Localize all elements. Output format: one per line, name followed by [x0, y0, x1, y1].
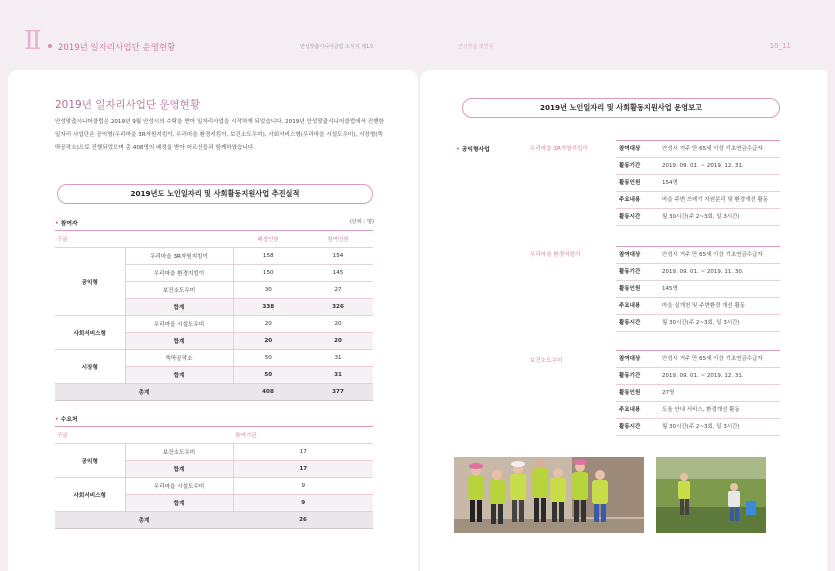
info-key: 활동기간: [619, 269, 641, 275]
right-page: [420, 70, 827, 571]
header-assigned: 배정인원: [233, 231, 303, 248]
info-row: [616, 158, 780, 175]
info-value: 도움 안내 서비스, 환경개선 활동: [662, 407, 740, 413]
assigned-value: 20: [233, 316, 303, 333]
info-row: [616, 419, 780, 436]
table-row: [55, 316, 373, 333]
header-participating: 참여인원: [303, 231, 373, 248]
info-value: 안성시 거주 만 65세 이상 기초연금수급자: [662, 252, 763, 258]
group-name: 공익형: [55, 444, 125, 478]
info-value: 2019. 09. 01. ~ 2019. 12. 31.: [662, 373, 744, 379]
field-work-photo: [656, 457, 766, 533]
project-name: 우리마을 환경지킴이: [530, 252, 581, 258]
report-title: 2019년 노인일자리 및 사회활동지원사업 운영보고: [462, 98, 780, 118]
info-key: 활동기간: [619, 373, 641, 379]
info-key: 참여대상: [619, 252, 641, 258]
subtotal-participating: 326: [303, 299, 373, 316]
info-value: 마을 주변 쓰레기 자원분리 및 환경개선 활동: [662, 197, 769, 203]
group-name: 사회서비스형: [55, 478, 125, 512]
info-value: 마을 실개천 및 주변환경 개선 활동: [662, 303, 746, 309]
assigned-value: 30: [233, 282, 303, 299]
info-key: 활동기간: [619, 163, 641, 169]
info-row: [616, 141, 780, 158]
demand-label: 수요처: [60, 417, 78, 423]
table-header-row: [55, 231, 373, 248]
assigned-value: 50: [233, 350, 303, 367]
project-name: 보건소도우미: [530, 358, 563, 364]
info-row: [616, 402, 780, 419]
info-key: 주요내용: [619, 303, 641, 309]
bullet-icon: •: [55, 221, 59, 227]
info-key: 참여대상: [619, 146, 641, 152]
info-key: 활동시간: [619, 424, 641, 430]
table-header-row: [55, 427, 373, 444]
total-label: 총계: [55, 384, 233, 401]
subtotal-value: 9: [233, 495, 373, 512]
participating-value: 27: [303, 282, 373, 299]
left-page: [8, 70, 418, 571]
info-value: 2019. 09. 01. ~ 2019. 12. 31.: [662, 163, 744, 169]
info-value: 월 30시간(주 2~3회, 일 3시간): [662, 320, 740, 326]
info-value: 안성시 거주 만 65세 이상 기초연금수급자: [662, 356, 763, 362]
table-row: [55, 350, 373, 367]
project-type-label: 공익형사업: [461, 147, 490, 153]
participants-table: [55, 230, 373, 401]
info-row: [616, 385, 780, 402]
total-label: 총계: [55, 512, 233, 529]
header-institutions: 참여기관: [233, 427, 373, 444]
group-photo: [454, 457, 644, 533]
row-label: 우리마을 3R자원지킴이: [125, 248, 233, 265]
info-value: 월 30시간(주 2~3회, 일 3시간): [662, 214, 740, 220]
row-label: 우리마을 환경지킴이: [125, 265, 233, 282]
info-key: 활동시간: [619, 214, 641, 220]
header-category: 구분: [55, 427, 233, 444]
info-key: 활동인원: [619, 286, 641, 292]
publication-title: 안성맞춤시니어클럽 소식지 제1호: [300, 44, 374, 50]
page-header: [0, 0, 835, 70]
participants-label: 참여자: [60, 221, 78, 227]
section-title: 2019년 일자리사업단 운영현황: [55, 99, 200, 111]
info-key: 주요내용: [619, 407, 641, 413]
project-name: 우리마을 3R자원지킴이: [530, 146, 588, 152]
demand-table: [55, 426, 373, 529]
institutions-value: 17: [233, 444, 373, 461]
info-value: 2019. 09. 01. ~ 2019. 11. 30.: [662, 269, 744, 275]
group-photo-illustration: [454, 457, 644, 533]
row-label: 우리마을 시설도우미: [125, 478, 233, 495]
project-info-table: [616, 350, 780, 436]
subtotal-label: 합계: [125, 495, 233, 512]
total-participating: 377: [303, 384, 373, 401]
assigned-value: 150: [233, 265, 303, 282]
subtotal-participating: 31: [303, 367, 373, 384]
info-row: [616, 247, 780, 264]
participants-heading: [55, 218, 78, 227]
assigned-value: 158: [233, 248, 303, 265]
info-row: [616, 298, 780, 315]
project-info-table: [616, 246, 780, 332]
info-key: 주요내용: [619, 197, 641, 203]
participating-value: 154: [303, 248, 373, 265]
page-numbers: 10_11: [769, 42, 791, 50]
info-value: 월 30시간(주 2~3회, 일 3시간): [662, 424, 740, 430]
subtotal-label: 합계: [125, 299, 233, 316]
unit-label: (단위 : 명): [349, 219, 374, 225]
table-row: [55, 248, 373, 265]
participating-value: 31: [303, 350, 373, 367]
info-row: [616, 192, 780, 209]
row-label: 보건소도우미: [125, 282, 233, 299]
info-value: 안성시 거주 만 65세 이상 기초연금수급자: [662, 146, 763, 152]
info-key: 참여대상: [619, 356, 641, 362]
info-row: [616, 281, 780, 298]
row-label: 우리마을 시설도우미: [125, 316, 233, 333]
field-work-illustration: [656, 457, 766, 533]
chapter-numeral: Ⅱ: [24, 26, 41, 56]
subtotal-label: 합계: [125, 333, 233, 350]
header-category: 구분: [55, 231, 233, 248]
table-row: [55, 444, 373, 461]
institutions-value: 9: [233, 478, 373, 495]
total-row: [55, 384, 373, 401]
info-value: 27명: [662, 390, 675, 396]
subtotal-assigned: 50: [233, 367, 303, 384]
subtotal-label: 합계: [125, 367, 233, 384]
row-label: 뚝딱공작소: [125, 350, 233, 367]
publication-subtitle: 안성맞춤 희망풍: [458, 44, 494, 50]
project-info-table: [616, 140, 780, 226]
info-value: 154명: [662, 180, 678, 186]
total-value: 26: [233, 512, 373, 529]
project-type-heading: [456, 144, 490, 153]
subtotal-assigned: 20: [233, 333, 303, 350]
info-row: [616, 175, 780, 192]
group-name: 공익형: [55, 248, 125, 316]
bullet-icon: •: [55, 417, 59, 423]
group-name: 시장형: [55, 350, 125, 384]
group-name: 사회서비스형: [55, 316, 125, 350]
total-row: [55, 512, 373, 529]
intro-paragraph: 안성맞춤시니어클럽은 2019년 9월 안성시의 수탁을 받아 일자리사업을 시작하게 되었습니다. 2019년 안성맞춤시니어클럽에서 진행한 일자리 사업단은 공익형(우리마을 3R자원지킴이, 우리마을 환경지킴이, 보건소도우미), 사회서비스형(우리마을 시설도우미), 시장형(뚝딱공작소)으로 진행되었으며 총 408명의 배정을 받아 어르신들과 함께하였습니다.: [55, 119, 384, 152]
table-row: [55, 478, 373, 495]
participating-value: 145: [303, 265, 373, 282]
total-assigned: 408: [233, 384, 303, 401]
info-row: [616, 209, 780, 226]
row-label: 보건소도우미: [125, 444, 233, 461]
results-table-title: 2019년도 노인일자리 및 사회활동지원사업 추진실적: [57, 184, 373, 204]
bullet-icon: •: [456, 147, 460, 153]
subtotal-value: 17: [233, 461, 373, 478]
info-row: [616, 264, 780, 281]
subtotal-participating: 20: [303, 333, 373, 350]
info-row: [616, 351, 780, 368]
info-key: 활동인원: [619, 180, 641, 186]
subtotal-assigned: 338: [233, 299, 303, 316]
subtotal-label: 합계: [125, 461, 233, 478]
chapter-dot: [48, 44, 52, 48]
info-key: 활동시간: [619, 320, 641, 326]
participating-value: 20: [303, 316, 373, 333]
info-row: [616, 368, 780, 385]
demand-heading: [55, 414, 78, 423]
info-key: 활동인원: [619, 390, 641, 396]
info-value: 145명: [662, 286, 678, 292]
chapter-title: 2019년 일자리사업단 운영현황: [58, 43, 176, 53]
info-row: [616, 315, 780, 332]
